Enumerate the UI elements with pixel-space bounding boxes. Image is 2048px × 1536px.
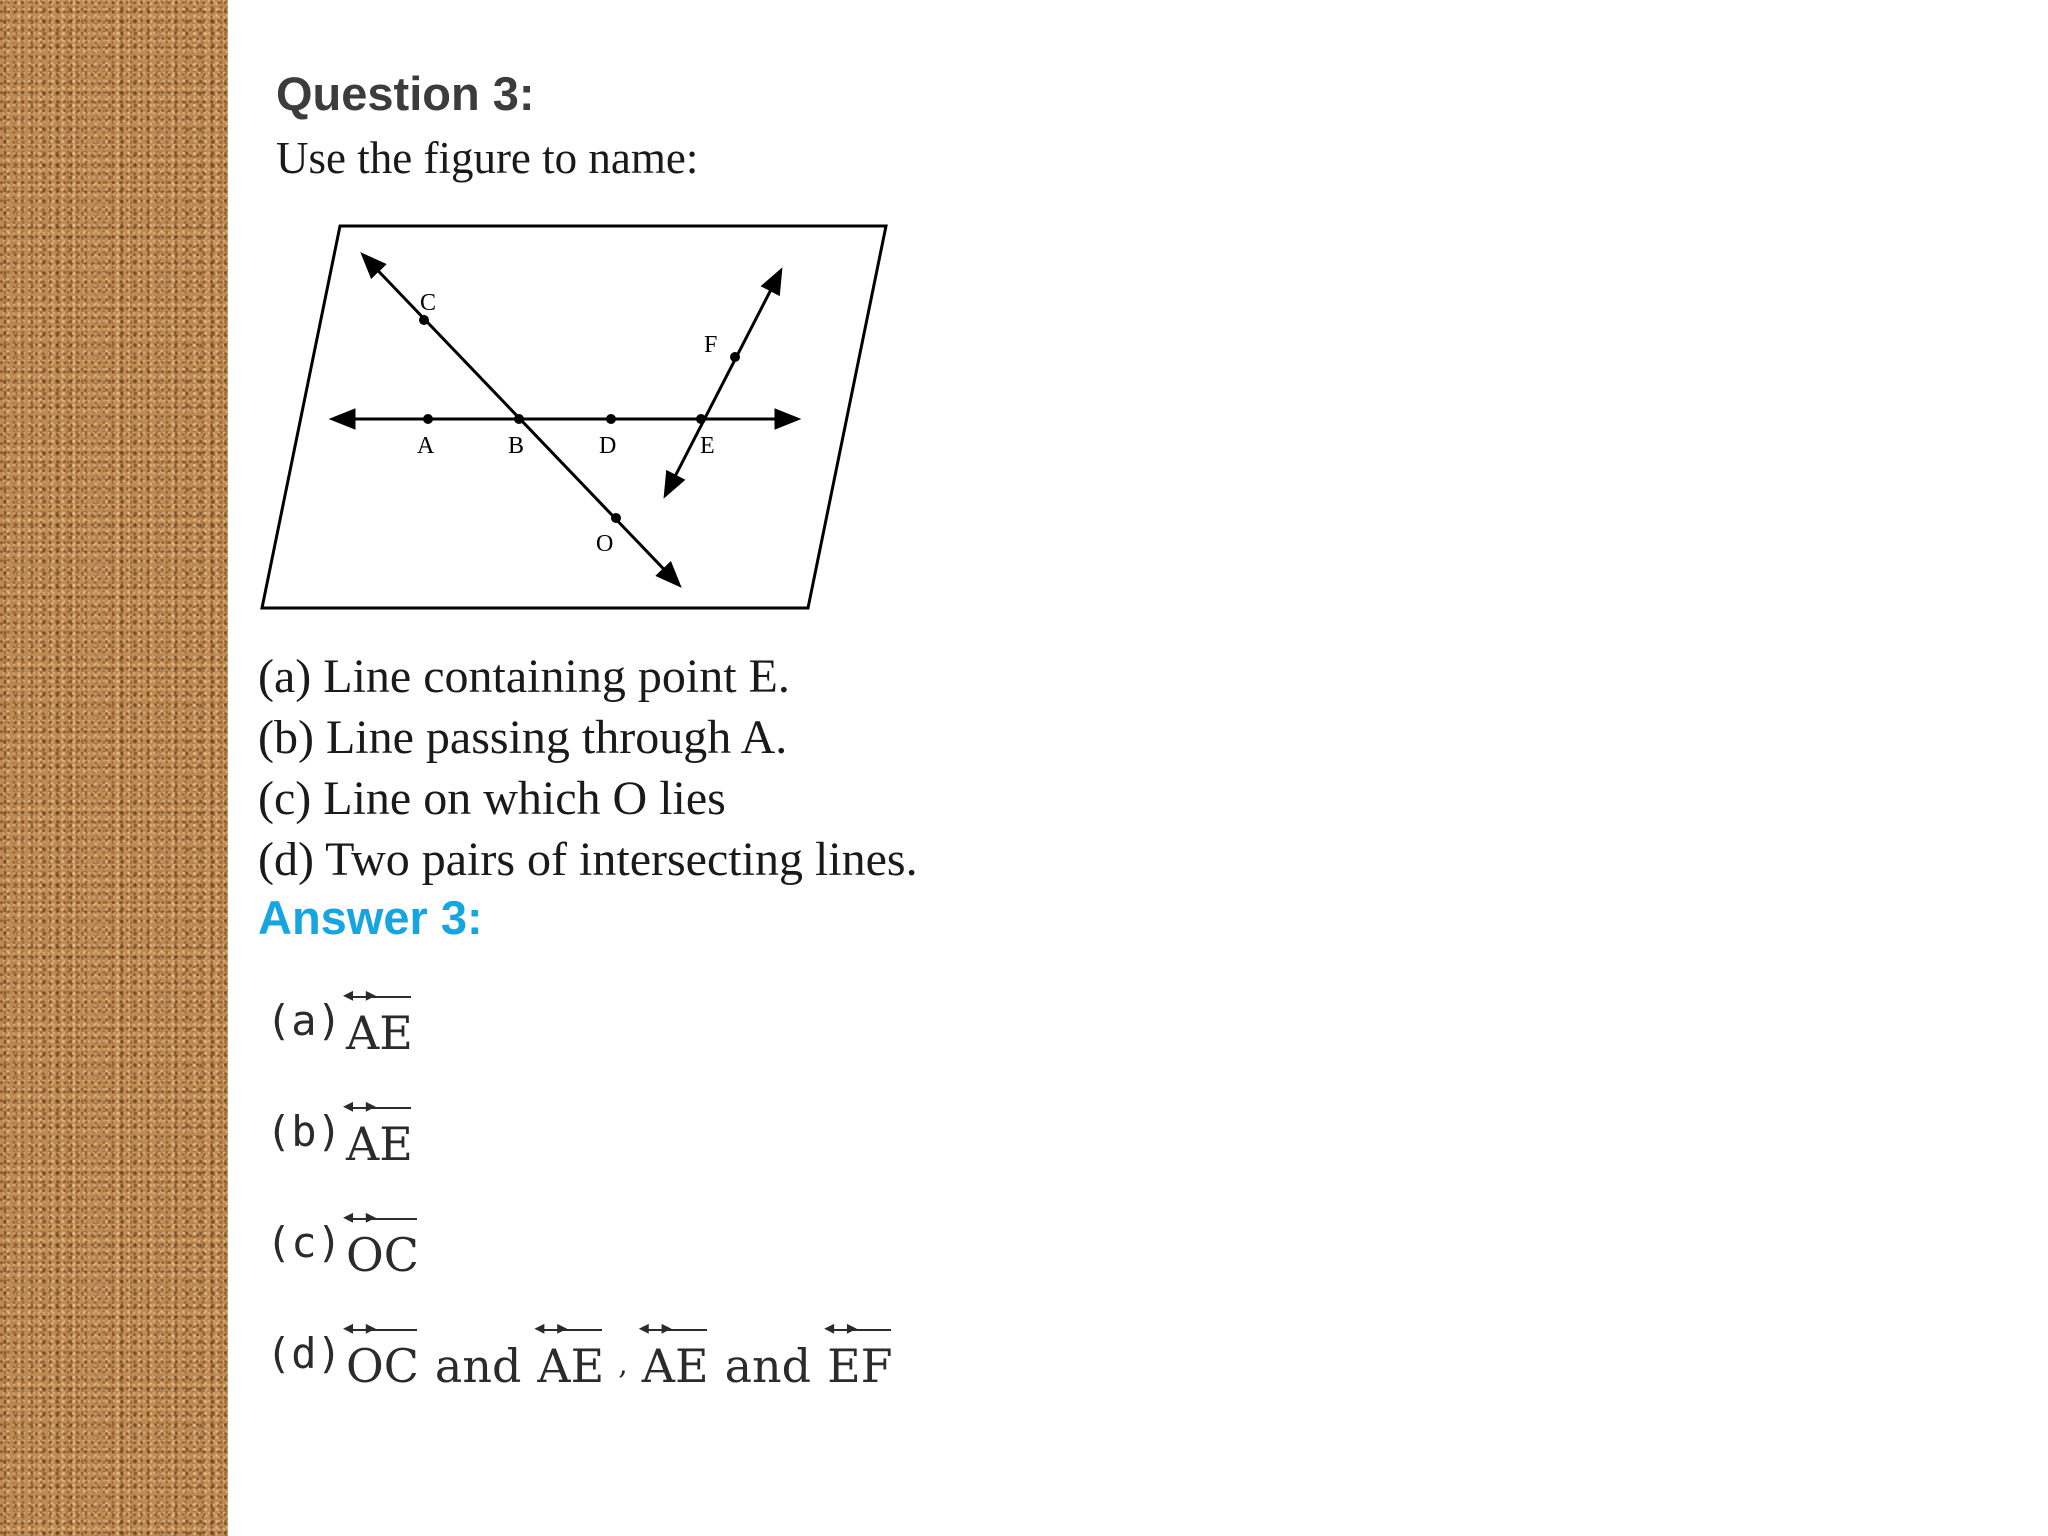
answer-c-label: (c) <box>266 1218 342 1267</box>
question-prompt: Use the figure to name: <box>276 133 699 183</box>
answer-title: Answer 3: <box>258 891 483 944</box>
point-d-label: D <box>599 433 617 459</box>
line-oc-notation: OC ◂ ▸ <box>346 1323 419 1393</box>
line-ae-notation: AE ◂ ▸ <box>346 990 413 1060</box>
question-parts <box>258 646 918 890</box>
answer-a-label: (a) <box>266 996 342 1045</box>
point-e-label: E <box>700 433 715 459</box>
answer-b-label: (b) <box>266 1107 342 1156</box>
answer-b <box>266 1101 893 1212</box>
answer-d-label: (d) <box>266 1329 342 1378</box>
line-ae-notation: AE ◂ ▸ <box>537 1323 604 1393</box>
separator-comma: , <box>618 1347 628 1382</box>
point-d-dot <box>606 414 616 424</box>
line-ef-notation: EF ◂ ▸ <box>827 1323 893 1393</box>
point-c-label: C <box>420 290 437 316</box>
line-ae-notation: AE ◂ ▸ <box>642 1323 709 1393</box>
answer-a <box>266 990 893 1101</box>
line-ae-notation: AE ◂ ▸ <box>346 1101 413 1171</box>
point-f-dot <box>730 352 740 362</box>
point-f-label: F <box>704 332 718 358</box>
question-part-b: (b) Line passing through A. <box>258 711 788 764</box>
point-e-dot <box>696 414 706 424</box>
line-oc-notation: OC ◂ ▸ <box>346 1212 419 1282</box>
answer-list <box>266 990 893 1434</box>
geometry-figure <box>256 220 896 620</box>
point-a-dot <box>423 414 433 424</box>
question-title: Question 3: <box>276 67 535 120</box>
answer-c <box>266 1212 893 1323</box>
line-ef <box>666 272 780 494</box>
point-c-dot <box>419 315 429 325</box>
question-part-c: (c) Line on which O lies <box>258 772 726 825</box>
question-part-d: (d) Two pairs of intersecting lines. <box>258 833 918 886</box>
conjunction-and: and <box>724 1339 812 1393</box>
question-part-a: (a) Line containing point E. <box>258 650 790 703</box>
point-o-label: O <box>596 531 614 557</box>
point-b-label: B <box>508 433 525 459</box>
conjunction-and: and <box>434 1339 522 1393</box>
point-b-dot <box>514 414 524 424</box>
point-o-dot <box>611 513 621 523</box>
plane-parallelogram <box>262 226 886 608</box>
answer-d <box>266 1323 893 1434</box>
point-a-label: A <box>417 433 435 459</box>
